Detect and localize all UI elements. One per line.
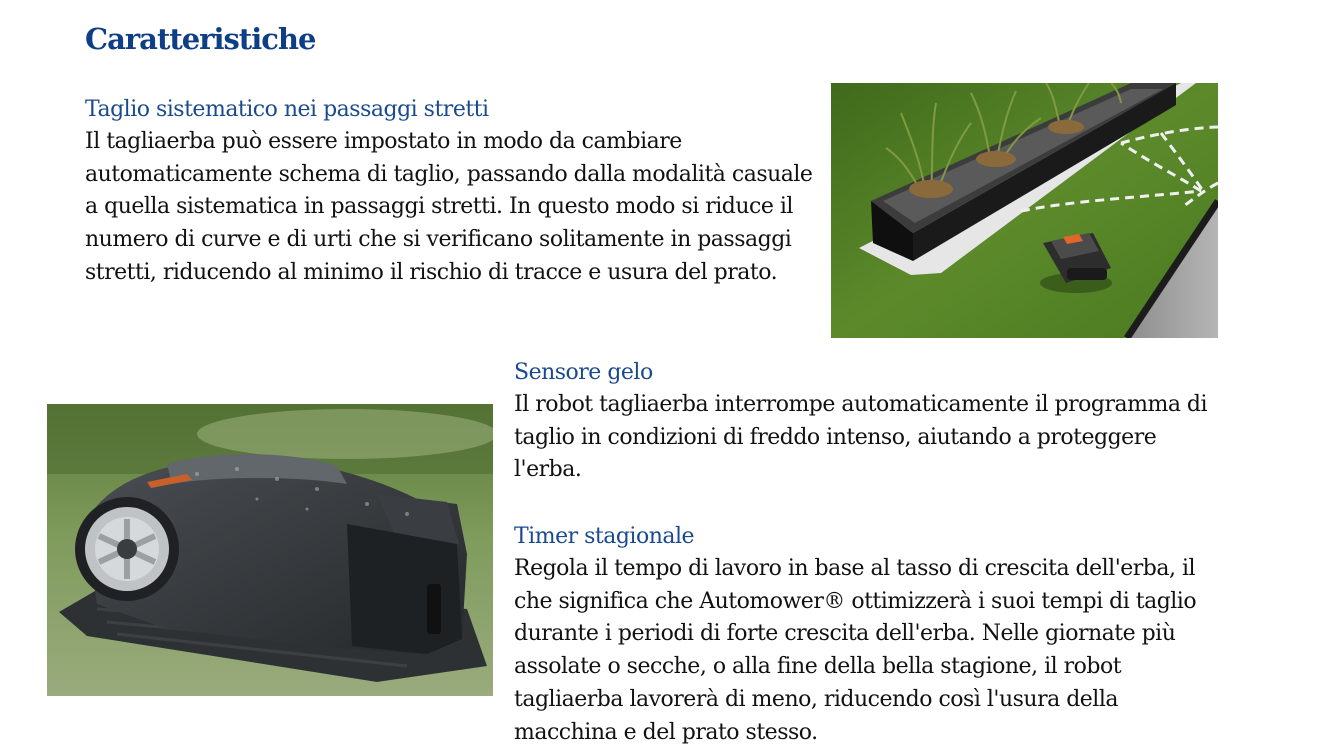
page-title: Caratteristiche — [85, 22, 316, 56]
narrow-passage-illustration — [831, 83, 1218, 338]
feature-heading: Timer stagionale — [514, 524, 695, 549]
feature-systematic-cutting — [85, 94, 820, 290]
feature-heading: Sensore gelo — [514, 360, 653, 385]
robot-mower-narrow-passage-photo — [831, 83, 1218, 338]
robot-mower-frost-photo — [47, 404, 493, 696]
feature-body: Il robot tagliaerba interrompe automaticamente il programma di taglio in condizioni di freddo intenso, aiutando a proteggere l'erba. — [514, 392, 1208, 483]
feature-heading: Taglio sistematico nei passaggi stretti — [85, 97, 489, 122]
feature-body: Regola il tempo di lavoro in base al tasso di crescita dell'erba, il che significa che Automower® ottimizzerà i suoi tempi di taglio durante i periodi di forte crescita dell'erba. Nelle giornate più assolate o secche, o alla fine della bella stagione, il robot tagliaerba lavorerà di meno, riducendo così l'usura della macchina e del prato stesso. — [514, 556, 1197, 745]
feature-body: Il tagliaerba può essere impostato in modo da cambiare automaticamente schema di taglio, passando dalla modalità casuale a quella sistematica in passaggi stretti. In questo modo si riduce il numero di curve e di urti che si verificano solitamente in passaggi stretti, riducendo al minimo il rischio di tracce e usura del prato. — [85, 129, 813, 285]
feature-frost-sensor — [514, 357, 1214, 487]
feature-seasonal-timer — [514, 521, 1214, 749]
frost-mower-illustration — [47, 404, 493, 696]
